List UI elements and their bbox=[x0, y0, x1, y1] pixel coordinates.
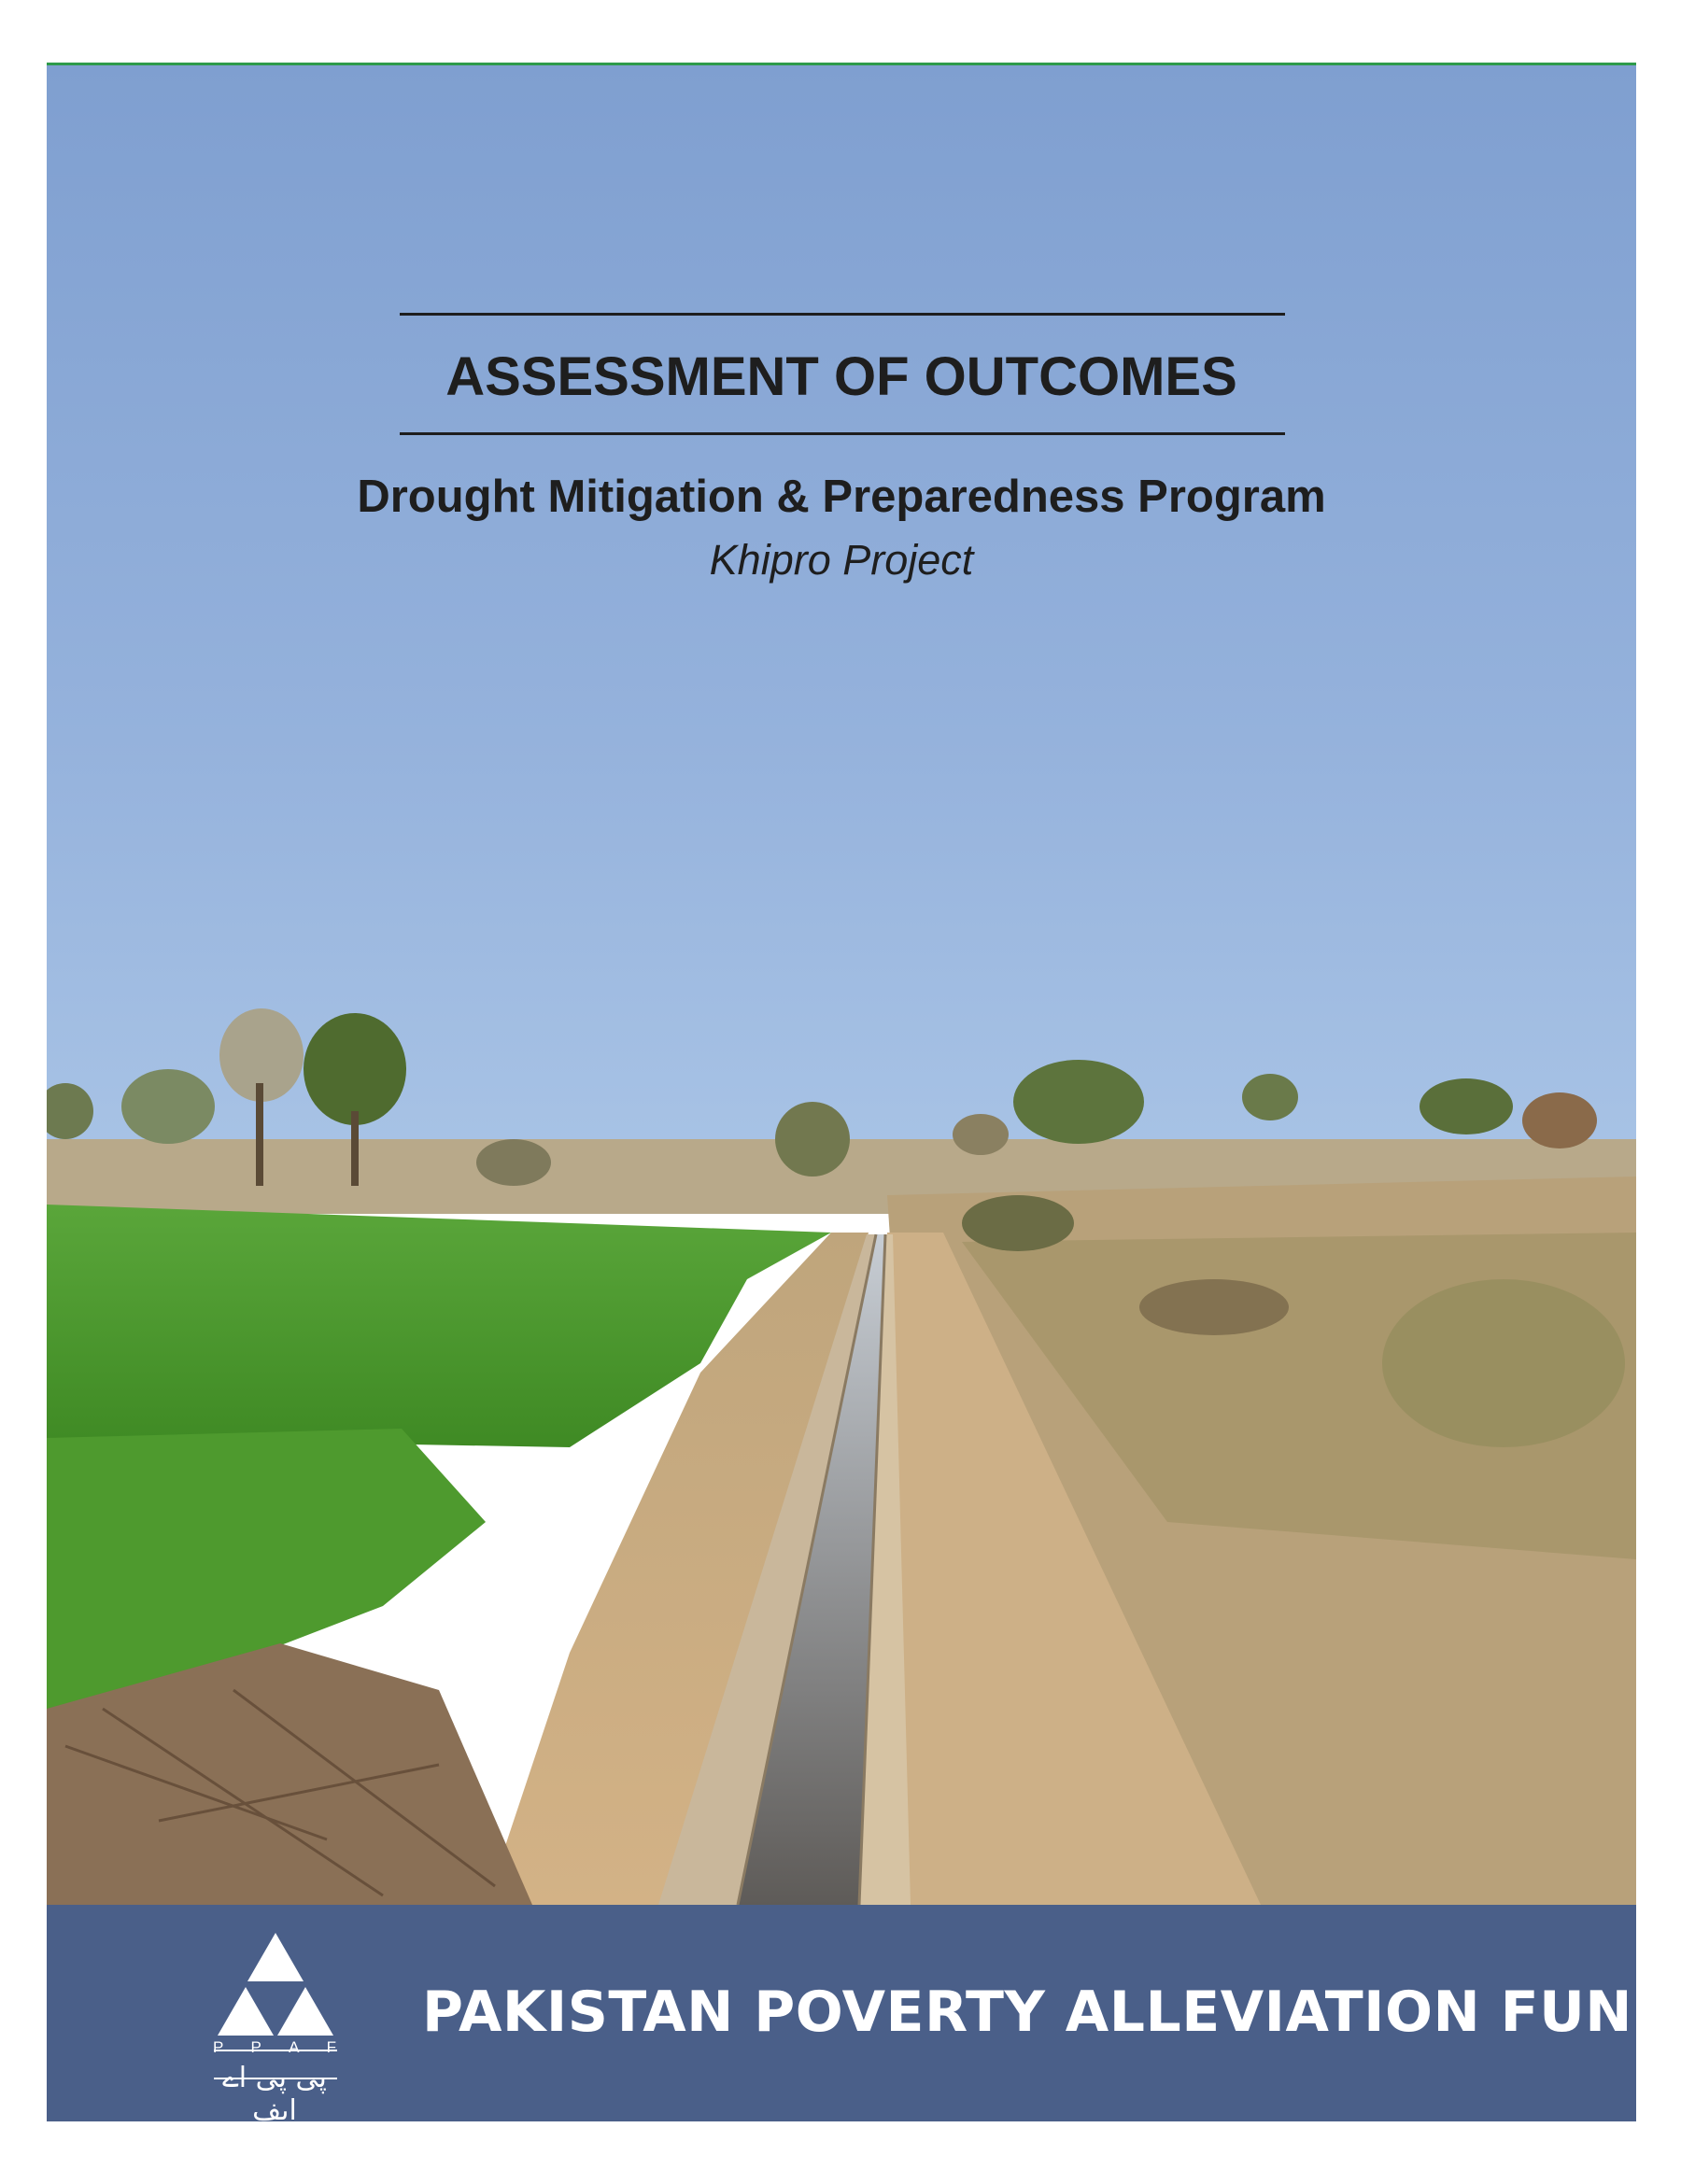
footer-band bbox=[47, 1905, 1680, 2127]
logo-letter: A bbox=[289, 2038, 300, 2056]
project-name: Khipro Project bbox=[709, 536, 974, 584]
cover-photo bbox=[47, 65, 1636, 1905]
logo-urdu-text: پی پی اے ایف bbox=[222, 2062, 327, 2127]
landscape-illustration bbox=[47, 65, 1636, 1905]
program-subtitle: Drought Mitigation & Preparedness Program bbox=[357, 472, 1326, 522]
title-rule-bottom bbox=[400, 432, 1285, 435]
title-rule-top bbox=[400, 313, 1285, 316]
report-title: ASSESSMENT OF OUTCOMES bbox=[445, 346, 1237, 407]
logo-letter: F bbox=[326, 2038, 336, 2056]
logo-letters bbox=[213, 2038, 336, 2057]
logo-letter: P bbox=[213, 2038, 224, 2056]
logo-letter: P bbox=[250, 2038, 261, 2056]
organization-name: PAKISTAN POVERTY ALLEVIATION FUND bbox=[422, 1980, 1680, 2045]
